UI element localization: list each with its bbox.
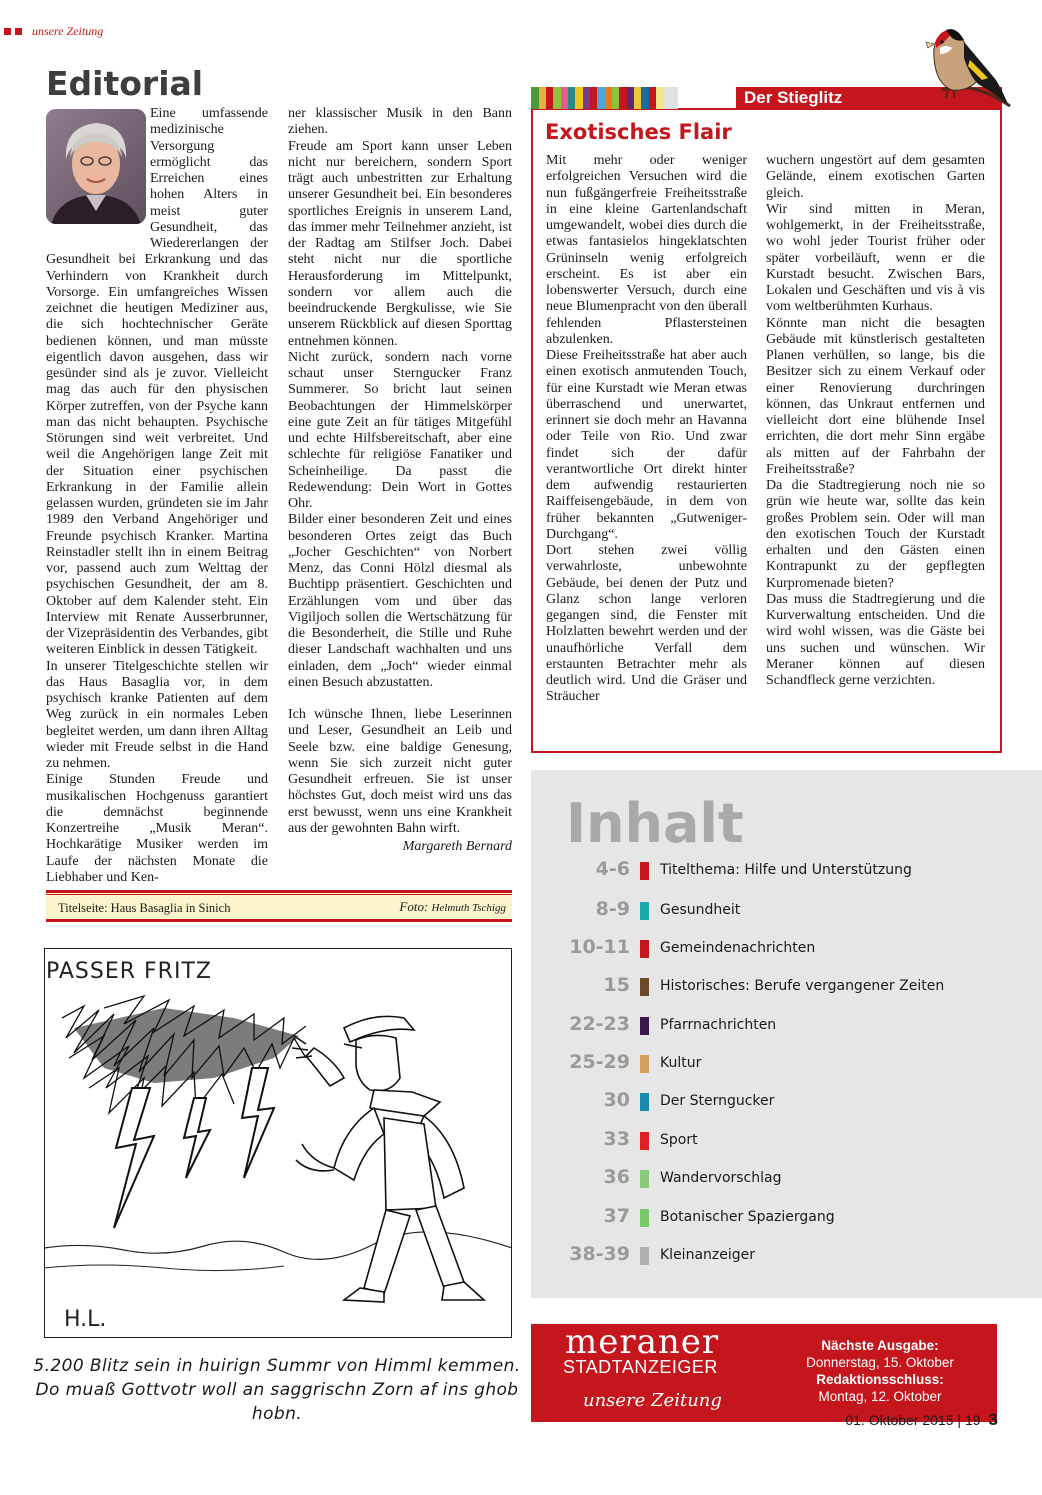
- contents-item[interactable]: [540, 1128, 1010, 1154]
- contents-item-pages: 4-6: [595, 858, 630, 880]
- color-stripe: [634, 87, 641, 109]
- contents-item[interactable]: [540, 858, 1010, 884]
- contents-color-marker: [640, 1055, 649, 1073]
- color-stripe: [641, 87, 649, 109]
- stieglitz-paragraph: Könnte man nicht die besagten Gebäude mit künstlerisch gestalteten Planen verhüllen, so lange, bis die Besitzer sich zu einem Verkauf oder einer Renovierung durchringen können, das Unkraut entfernen und vielleicht dort eine blühende Insel errichten, die dort mehr Sinn ergäbe als mitten auf der Fahrbahn der Freiheitsstraße?: [766, 315, 985, 477]
- editorial-paragraph: Eine umfassende medizinische Versorgung ermöglicht das Erreichen eines hohen Alters in meist guter Gesundheit, das Wiedererlangen der Gesundheit bei Erkrankung und das Verhindern von Krankheit durch Vorsorge. Ein umfangreiches Wissen zeichnet die heutigen Mediziner aus, die sich hochtechnischer Geräte bedienen können, und man müsste eigentlich davon ausgehen, dass wir gesünder sind als je zuvor. Vielleicht mag das auch für den physischen Körper zutreffen, von der Psyche kann man das nicht behaupten. Psychische Störungen sind weit verbreitet. Und weil die Angehörigen lange Zeit mit der Situation einer psychischen Erkrankung in der Familie allein gelassen wurden, gründeten sie im Jahr 1989 den Verband Angehöriger und Freunde psychisch Kranker. Martina Reinstadler stellt ihn in einem Beitrag vor, passend auch zum Welttag der psychischen Gesundheit, der am 8. Oktober auf dem Kalender steht. Ein Interview mit Renate Ausserbrunner, der Vizepräsidentin des Verbandes, gibt weiteren Einblick in dessen Tätigkeit.: [46, 106, 268, 658]
- contents-item-pages: 22-23: [569, 1013, 630, 1035]
- contents-color-marker: [640, 1247, 649, 1265]
- editorial-title: Editorial: [46, 64, 204, 103]
- stieglitz-paragraph: wuchern ungestört auf dem gesamten Gelände, einem exotischen Garten gleich.: [766, 153, 985, 201]
- contents-item-pages: 8-9: [595, 898, 630, 920]
- color-stripe: [663, 87, 671, 109]
- contents-item[interactable]: [540, 1013, 1010, 1039]
- stieglitz-color-stripes: [531, 87, 736, 109]
- editorial-paragraph: Nicht zurück, sondern nach vorne schaut unser Sterngucker Franz Summerer. So bricht laut seinen Beobachtungen der Himmelskörper eine gute Zeit an für tätiges Mitgefühl und echte Hilfsbereitschaft, aber eine schlechte für religiöse Fanatiker und Scheinheilige. Da passt die Redewendung: Dein Wort in Gottes Ohr.: [288, 349, 512, 511]
- contents-item-label: Pfarrnachrichten: [660, 1017, 777, 1033]
- contents-item[interactable]: [540, 1166, 1010, 1192]
- deadline-date: Montag, 12. Oktober: [818, 1389, 942, 1404]
- cover-credit-prefix: Foto:: [399, 899, 429, 914]
- color-stripe: [597, 87, 605, 109]
- contents-item[interactable]: [540, 898, 1010, 924]
- color-stripe: [553, 87, 561, 109]
- cover-caption-bar: [46, 890, 512, 922]
- contents-item[interactable]: [540, 936, 1010, 962]
- contents-item-label: Botanischer Spaziergang: [660, 1209, 835, 1225]
- contents-item-label: Gesundheit: [660, 902, 741, 918]
- color-stripe: [568, 87, 575, 109]
- contents-color-marker: [640, 978, 649, 996]
- stieglitz-column-2: [766, 153, 985, 689]
- contents-color-marker: [640, 862, 649, 880]
- color-stripe: [539, 87, 546, 109]
- header-brand: unsere Zeitung: [32, 24, 104, 38]
- color-stripe: [619, 87, 627, 109]
- contents-color-marker: [640, 1132, 649, 1150]
- contents-color-marker: [640, 1017, 649, 1035]
- contents-item-pages: 25-29: [569, 1051, 630, 1073]
- editorial-paragraph: Ich wünsche Ihnen, liebe Leserinnen und Leser, Gesundheit an Leib und Seele bzw. eine baldige Genesung, wenn Sie sich zurzeit nicht guter Gesundheit erfreuen. Sie ist unser höchstes Gut, doch meist wird uns das erst bewusst, wenn uns eine Krankheit aus der gewohnten Bahn wirft.: [288, 707, 512, 836]
- cartoon-title: PASSER FRITZ: [46, 959, 212, 984]
- page-number: 3: [988, 1410, 998, 1429]
- color-stripe: [590, 87, 597, 109]
- contents-color-marker: [640, 1093, 649, 1111]
- stieglitz-paragraph: Mit mehr oder weniger erfolgreichen Versuchen wird die nun fußgängerfreie Freiheitsstraße in eine kleine Gartenlandschaft umgewandelt, wobei dies durch die etwas fantasielos hingeklatschten Grüninseln wenig erfolgreich erscheint. Es ist aber ein lobenswerter Versuch, durch eine neue Blumenpracht von den überall fehlenden Pflastersteinen abzulenken.: [546, 153, 747, 347]
- cover-credit-name: Helmuth Tschigg: [431, 902, 506, 914]
- contents-color-marker: [640, 940, 649, 958]
- editorial-paragraph: In unserer Titelgeschichte stellen wir das Haus Basaglia vor, in dem psychisch kranke Patienten auf dem Weg zurück in ein normales Leben begleitet werden, um dann ihren Alltag wieder mit Freude selbst in die Hand zu nehmen.: [46, 658, 268, 771]
- contents-item-label: Kleinanzeiger: [660, 1247, 756, 1263]
- stieglitz-column-1: [546, 153, 747, 706]
- stieglitz-paragraph: Wir sind mitten in Meran, wohlgemerkt, in der Freiheitsstraße, wo wohl jeder Tourist früher oder später vorbeiläuft, wenn er die Kurstadt besucht. Zwischen Bars, Lokalen und Geschäften und vis à vis vom weltberühmten Kurhaus.: [766, 201, 985, 315]
- masthead-name: meraner: [565, 1322, 720, 1362]
- color-stripe: [561, 87, 568, 109]
- editorial-signature: Margareth Bernard: [402, 839, 512, 854]
- stieglitz-title: Exotisches Flair: [545, 120, 732, 144]
- contents-item-pages: 33: [603, 1128, 630, 1150]
- stieglitz-paragraph: Dort stehen zwei völlig verwahrloste, unbewohnte Gebäude, bei denen der Putz und Glanz schon lange verloren gegangen sind, die Fenster mit Holzlatten bewehrt werden und der unaufhörliche Verfall dem erstaunten Betrachter mehr als deutlich wird. Und die Gräser und Sträucher: [546, 543, 747, 705]
- page-footer: [845, 1410, 998, 1430]
- contents-item-pages: 30: [603, 1089, 630, 1111]
- contents-item-pages: 15: [603, 974, 630, 996]
- cover-credit: [399, 899, 506, 915]
- color-stripe: [605, 87, 612, 109]
- editorial-paragraph: Bilder einer besonderen Zeit und eines besonderen Ortes zeigt das Buch „Jocher Geschichten“ von Norbert Menz, das Conni Hölzl diesmal als Buchtipp präsentiert. Geschichten und Erzählungen vom und über das Vigiljoch sollen die Wertschätzung für die Besonderheit, die Stille und Ruhe dieser Landschaft wachhalten und uns einladen, dem „Joch“ wieder einmal einen Besuch abzustatten.: [288, 512, 512, 690]
- color-stripe: [627, 87, 634, 109]
- editorial-paragraph: Freude am Sport kann unser Leben nicht nur bereichern, sondern Sport trägt auch unbestritten zur Erhaltung unserer Gesundheit bei. Ein besonderes sportliches Ereignis in unserem Land, das immer mehr Teilnehmer anzieht, ist der Radtag am Stilfser Joch. Dabei steht nicht nur die sportliche Herausforderung im Mittelpunkt, sondern vor allem auch die beeindruckende Bergkulisse, wie Sie unserem Rückblick auf diesen Sporttag entnehmen können.: [288, 138, 512, 349]
- contents-color-marker: [640, 902, 649, 920]
- editorial-paragraph: ner klassischer Musik in den Bann ziehen.: [288, 106, 512, 138]
- contents-item-pages: 36: [603, 1166, 630, 1188]
- contents-item[interactable]: [540, 1089, 1010, 1115]
- color-stripe: [656, 87, 663, 109]
- editorial-paragraph: Einige Stunden Freude und musikalischen Hochgenuss garantiert die demnächst beginnende Konzertreihe „Musik Meran“. Hochkarätige Musiker werden im Laufe der nächsten Monate die Liebhaber und Ken-: [46, 772, 268, 885]
- color-stripe: [531, 87, 539, 109]
- contents-title: Inhalt: [566, 792, 744, 855]
- cartoon-caption: 5.200 Blitz sein in huirign Summr von Himml kemmen. Do muaß Gottvotr woll an saggrischn Zorn af ins ghob hobn.: [33, 1356, 521, 1424]
- contents-item[interactable]: [540, 1051, 1010, 1077]
- color-stripe: [575, 87, 583, 109]
- masthead-logo: [563, 1322, 733, 1422]
- editorial-column-1: [46, 106, 268, 886]
- red-square-icon: [4, 28, 11, 35]
- contents-item-label: Der Sterngucker: [660, 1093, 775, 1109]
- contents-item-label: Historisches: Berufe vergangener Zeiten: [660, 978, 945, 994]
- stieglitz-paragraph: Das muss die Stadtregierung und die Kurverwaltung entscheiden. Und die wird wohl wissen, was die Gäste bei uns suchen und wünschen. Wir Meraner können auf diesen Schandfleck gerne verzichten.: [766, 591, 985, 688]
- masthead-subname: STADTANZEIGER: [563, 1357, 718, 1377]
- cartoon-drawing: [44, 948, 512, 1338]
- contents-item-label: Titelthema: Hilfe und Unterstützung: [660, 862, 912, 878]
- deadline-label: Redaktionsschluss:: [816, 1372, 944, 1387]
- color-stripe: [612, 87, 619, 109]
- color-stripe: [546, 87, 553, 109]
- issue-info: 01. Oktober 2015 | 19: [845, 1412, 981, 1428]
- contents-item-pages: 10-11: [569, 936, 630, 958]
- stieglitz-header: Der Stieglitz: [736, 87, 1002, 109]
- cover-label: Titelseite: Haus Basaglia in Sinich: [58, 901, 231, 915]
- masthead-info: [760, 1337, 1000, 1405]
- editorial-column-2: [288, 106, 512, 855]
- goldfinch-icon: [912, 18, 1012, 108]
- contents-item[interactable]: [540, 974, 1010, 1000]
- contents-color-marker: [640, 1170, 649, 1188]
- contents-item-label: Gemeindenachrichten: [660, 940, 816, 956]
- color-stripe: [583, 87, 590, 109]
- color-stripe: [649, 87, 656, 109]
- stieglitz-paragraph: Diese Freiheitsstraße hat aber auch einen exotisch anmutenden Touch, für eine Kurstadt wie Meran etwas überraschend und unerwartet, erinnert sie doch mehr an Havanna oder Teile von Rio. Und zwar findet sich der dafür verantwortliche Ort direkt hinter dem aufwendig restaurierten Raiffeisengebäude, in dem von früher bekannten „Gutweniger-Durchgang“.: [546, 348, 747, 542]
- red-square-icon: [15, 28, 22, 35]
- color-stripe: [671, 87, 678, 109]
- contents-item-label: Sport: [660, 1132, 698, 1148]
- next-issue-date: Donnerstag, 15. Oktober: [806, 1355, 954, 1370]
- contents-color-marker: [640, 1209, 649, 1227]
- contents-item-label: Kultur: [660, 1055, 702, 1071]
- contents-item[interactable]: [540, 1205, 1010, 1231]
- header-mark: [4, 24, 103, 39]
- next-issue-label: Nächste Ausgabe:: [821, 1338, 939, 1353]
- contents-item-pages: 37: [603, 1205, 630, 1227]
- contents-item-pages: 38-39: [569, 1243, 630, 1265]
- stieglitz-paragraph: Da die Stadtregierung noch nie so grün wie heute war, sollte das kein großes Problem sein. Oder will man den exotischen Touch der Kurstadt erhalten und den Gästen einen Kontrapunkt zu der gepflegten Kurpromenade bieten?: [766, 478, 985, 591]
- contents-item[interactable]: [540, 1243, 1010, 1269]
- cartoon-initials: H.L.: [64, 1307, 107, 1332]
- contents-item-label: Wandervorschlag: [660, 1170, 782, 1186]
- masthead-tagline: unsere Zeitung: [583, 1390, 722, 1411]
